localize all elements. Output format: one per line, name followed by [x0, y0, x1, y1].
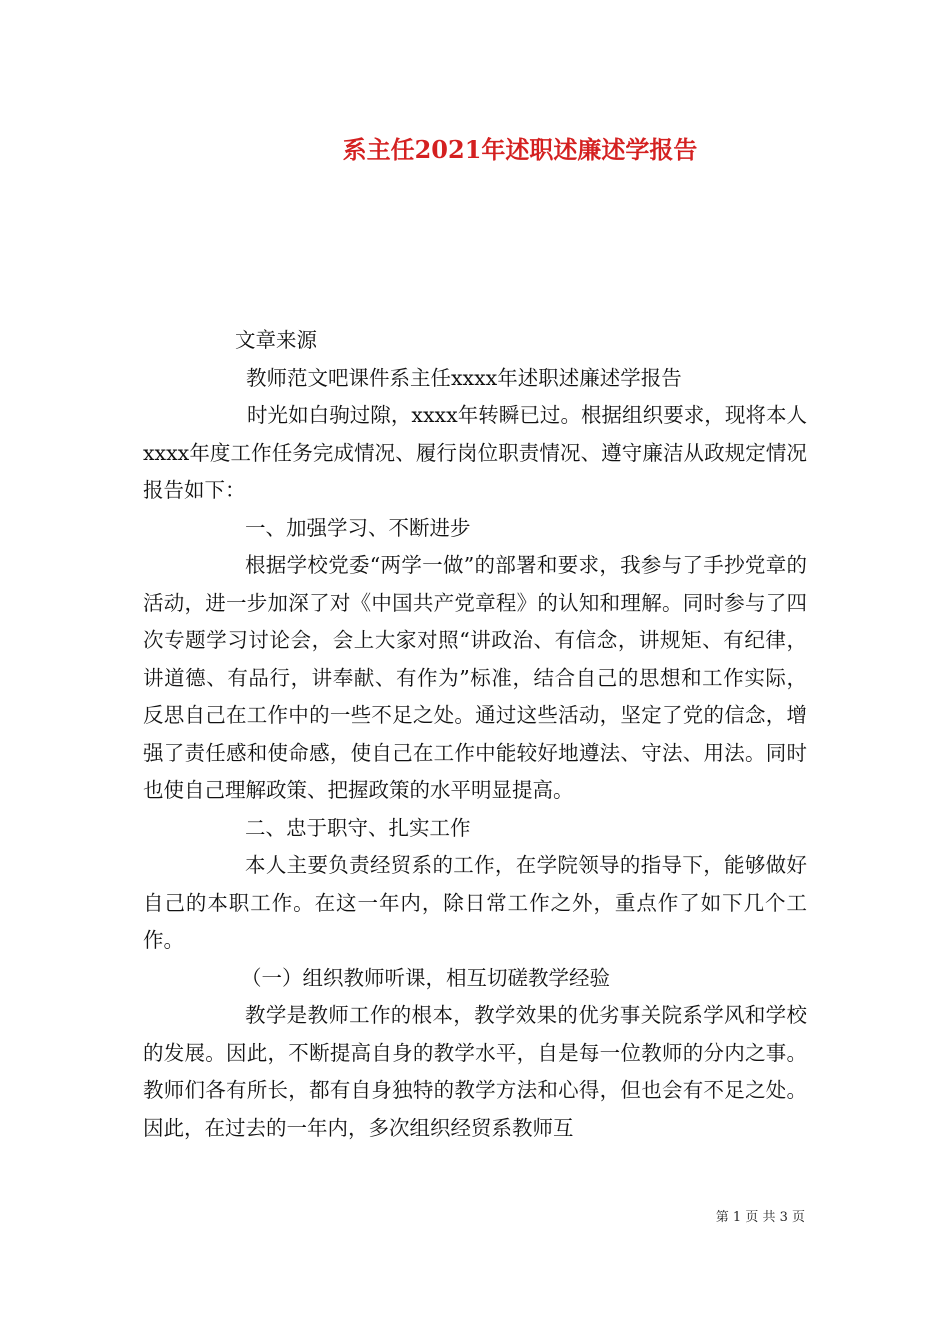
page-number: 第 1 页 共 3 页: [715, 1210, 805, 1225]
paragraph-teaching: 教学是教师工作的根本，教学效果的优劣事关院系学风和学校的发展。因此，不断提高自身的教学水平，自是每一位教师的分内之事。教师们各有所长，都有自身独特的教学方法和心得，但也会有不足之处。因此，在过去的一年内，多次组织经贸系教师互: [143, 1003, 807, 1140]
section-heading-1: 一、加强学习、不断进步: [245, 515, 471, 540]
section-heading-2: 二、忠于职守、扎实工作: [245, 815, 471, 840]
paragraph-intro: 时光如白驹过隙，xxxx年转瞬已过。根据组织要求，现将本人xxxx年度工作任务完成情况、履行岗位职责情况、遵守廉洁从政规定情况报告如下：: [143, 403, 807, 502]
paragraph-duty: 本人主要负责经贸系的工作，在学院领导的指导下，能够做好自己的本职工作。在这一年内，除日常工作之外，重点作了如下几个工作。: [143, 853, 807, 952]
paragraph-subtitle: 教师范文吧课件系主任xxxx年述职述廉述学报告: [246, 365, 682, 390]
document-body: [143, 322, 807, 1147]
subsection-heading-1: （一）组织教师听课，相互切磋教学经验: [241, 965, 610, 990]
document-title: 系主任2021年述职述廉述学报告: [342, 135, 698, 164]
paragraph-source: 文章来源: [235, 328, 317, 352]
paragraph-study: 根据学校党委“两学一做”的部署和要求，我参与了手抄党章的活动，进一步加深了对《中国共产党章程》的认知和理解。同时参与了四次专题学习讨论会，会上大家对照“讲政治、有信念，讲规矩、有纪律，讲道德、有品行，讲奉献、有作为”标准，结合自己的思想和工作实际，反思自己在工作中的一些不足之处。通过这些活动，坚定了党的信念，增强了责任感和使命感，使自己在工作中能较好地遵法、守法、用法。同时也使自己理解政策、把握政策的水平明显提高。: [143, 553, 807, 802]
